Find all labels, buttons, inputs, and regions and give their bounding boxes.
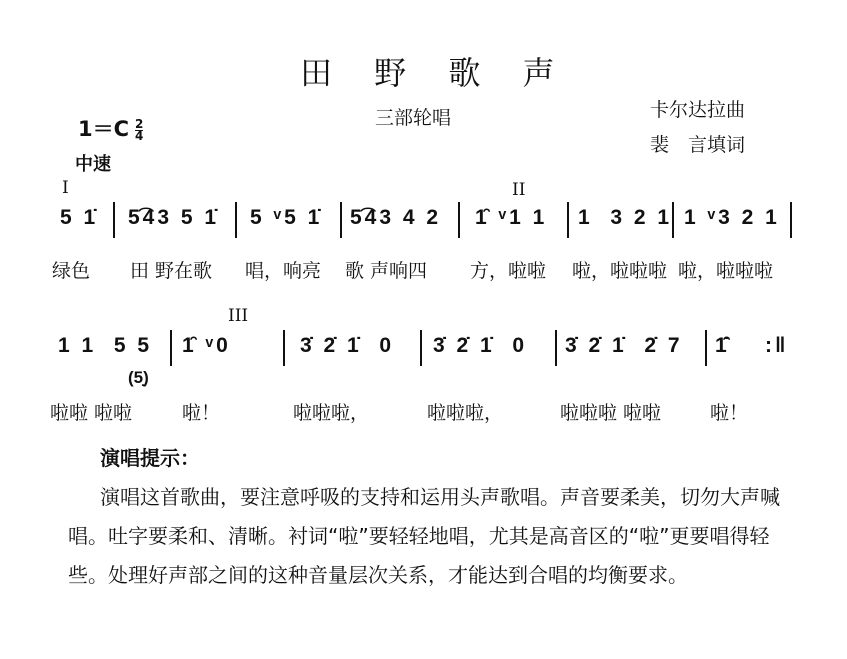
- measure: 1̇̑: [715, 334, 730, 357]
- time-signature: [135, 116, 144, 143]
- tips-body: [68, 478, 798, 595]
- key: 1＝C: [78, 117, 130, 141]
- measure: 5͡43 5 1̇: [128, 206, 220, 229]
- part-marker-3: III: [228, 306, 249, 326]
- part-marker-1: I: [62, 178, 69, 198]
- subtitle: 三部轮唱: [375, 107, 452, 129]
- measure: 5 1̇: [60, 206, 99, 229]
- measure: 1 1 5 5: [58, 334, 153, 357]
- tempo: 中速: [75, 154, 111, 175]
- lyric: 唱，响亮: [245, 260, 322, 282]
- lyric: 啦，啦啦啦: [678, 260, 774, 282]
- composer: 卡尔达拉曲: [650, 99, 746, 121]
- lyric: 啦啦啦，: [293, 402, 370, 424]
- measure: 1 ᵛ3 2 1: [684, 206, 780, 229]
- measure: 5͡43 4 2: [350, 206, 442, 229]
- song-title: 田 野 歌 声: [300, 54, 571, 92]
- tips-text: 演唱这首歌曲，要注意呼吸的支持和运用头声歌唱。声音要柔美，切勿大声喊唱。吐字要柔和、清晰。衬词“啦”要轻轻地唱，尤其是高音区的“啦”更要唱得轻些。处理好声部之间的这种音量层次关系，才能达到合唱的均衡要求。: [68, 485, 780, 587]
- lyric: 啦！: [710, 402, 749, 424]
- lyricist: 裴 言填词: [650, 134, 746, 156]
- measure: 1̑ ᵛ1 1: [475, 206, 548, 229]
- lyric: 啦啦啦 啦啦: [560, 402, 662, 424]
- ts-bottom: 4: [135, 128, 144, 143]
- key-signature: [78, 113, 143, 143]
- lyric: 啦啦 啦啦: [50, 402, 133, 424]
- lyric: 田 野在歌: [130, 260, 213, 282]
- tips-heading: 演唱提示：: [100, 446, 200, 470]
- lyric: 啦！: [182, 402, 221, 424]
- measure: 3̇ 2̇ 1̇ 2̇ 7: [565, 334, 683, 357]
- ts-top: 2: [135, 116, 144, 131]
- measure: 3̇ 2̇ 1̇ 0: [433, 334, 528, 357]
- measure: 5 ᵛ5 1̇: [250, 206, 323, 229]
- lyric: 啦啦啦，: [427, 402, 504, 424]
- measure: :‖: [765, 334, 789, 357]
- lyric: 绿色: [52, 260, 91, 282]
- measure: 1 3 2 1: [578, 206, 673, 229]
- alternate-note: (5̣): [128, 368, 149, 387]
- lyric: 方，啦啦: [470, 260, 547, 282]
- measure: 1̑ ᵛ0: [182, 334, 231, 357]
- lyric: 歌 声响四: [345, 260, 428, 282]
- measure: 3̇ 2̇ 1̇ 0: [300, 334, 395, 357]
- part-marker-2: II: [512, 180, 526, 200]
- lyric: 啦，啦啦啦: [572, 260, 668, 282]
